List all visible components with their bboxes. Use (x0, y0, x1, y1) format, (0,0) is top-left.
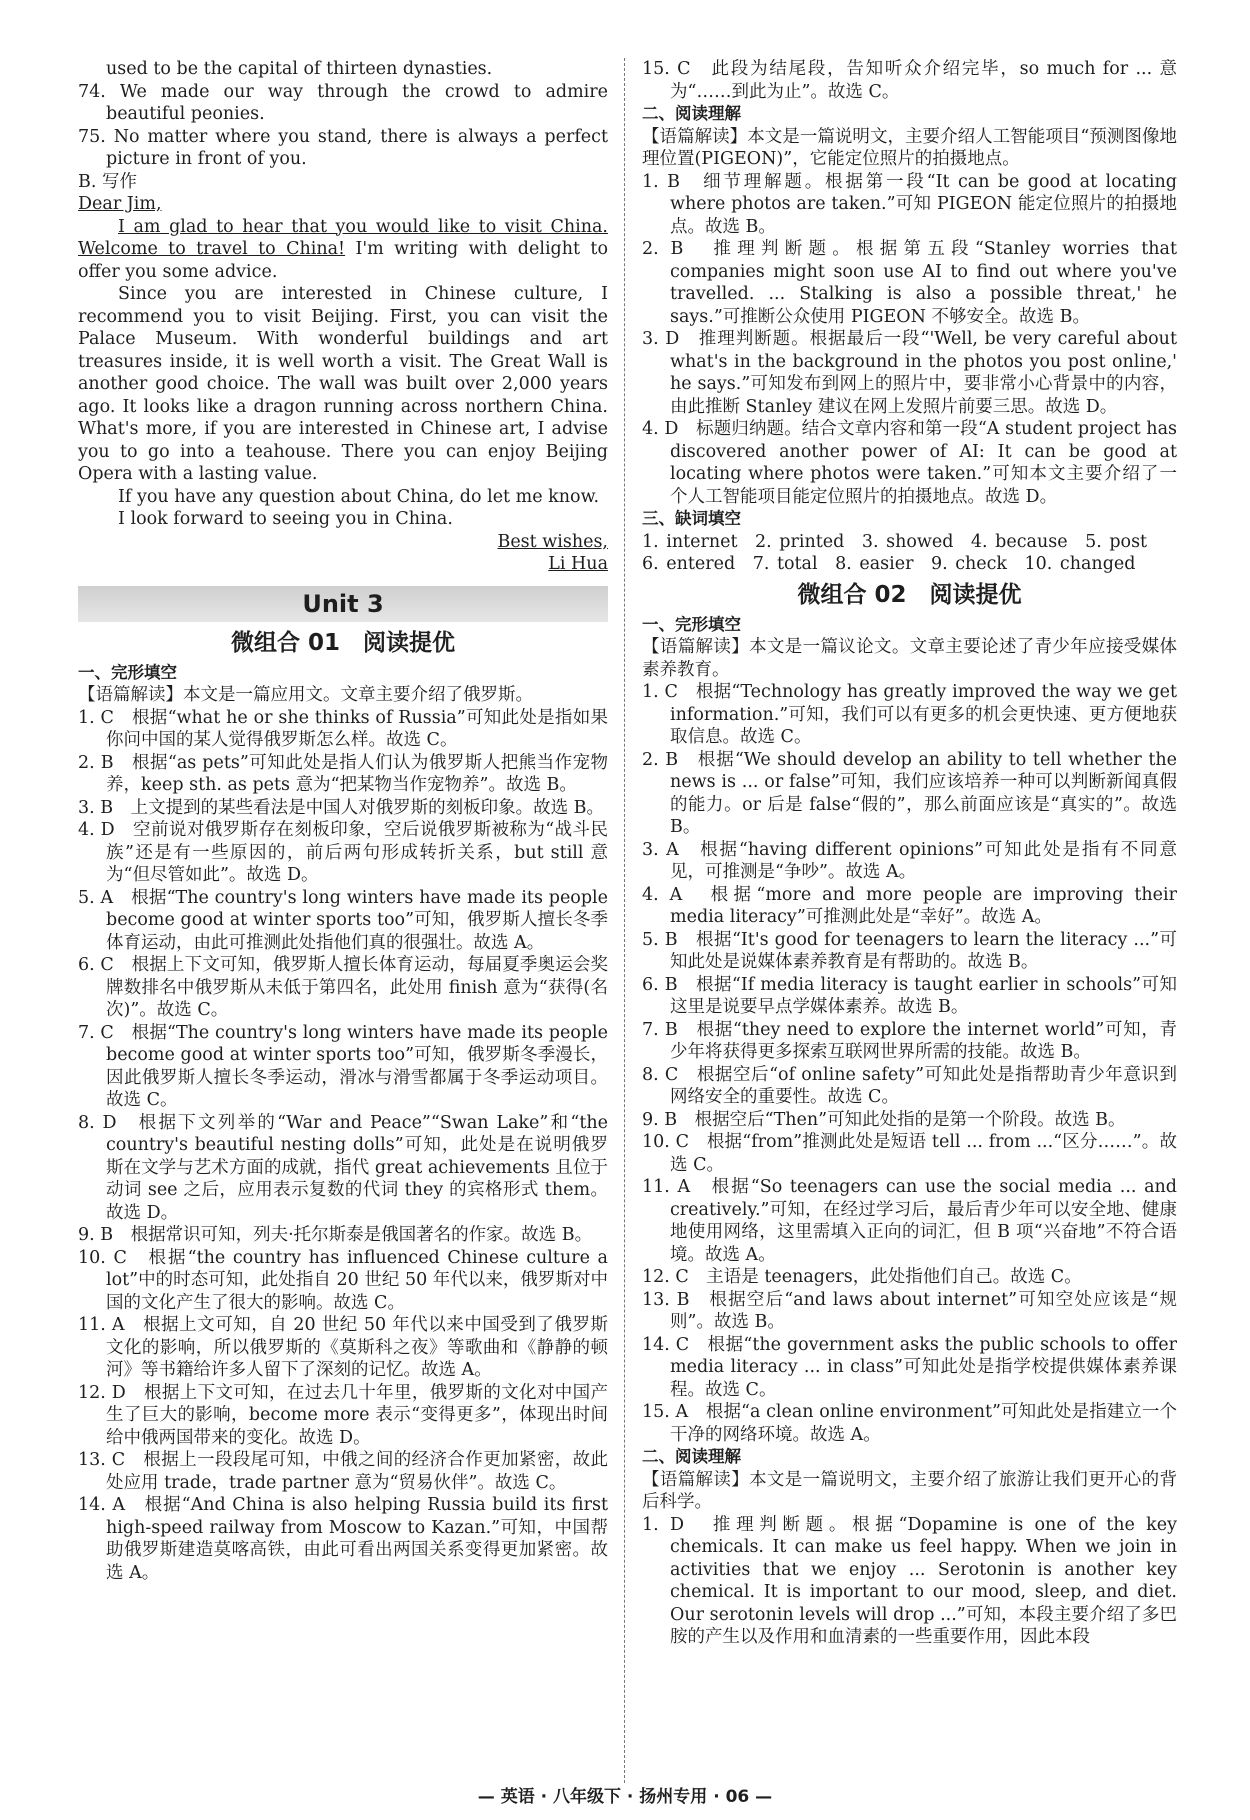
letter-paragraph: If you have any question about China, do let me know. (118, 486, 600, 507)
group-title: 微组合 01 阅读提优 (230, 629, 455, 656)
passage-intro: 【语篇解读】本文是一篇说明文，主要介绍了旅游让我们更开心的背后科学。 (642, 1469, 1177, 1512)
answer-item: 1. D 推理判断题。根据“Dopamine is one of the key chemicals. It can make us feel happy. When we join in activities that we enjoy ... Serotonin is another key chemical. It is important to our mood, sleep, and diet. Our serotonin levels will drop ...”可知，本段主要介绍了多巴胺的产生以及作用和血清素的一些重要作用，因此本段 (642, 1514, 1177, 1647)
answer-item: 11. A 根据上文可知，自 20 世纪 50 年代以来中国受到了俄罗斯文化的影响，所以俄罗斯的《莫斯科之夜》等歌曲和《静静的顿河》等书籍给许多人留下了深刻的记忆。故选 A。 (78, 1315, 608, 1380)
answer-item: 15. C 此段为结尾段，告知听众介绍完毕，so much for ... 意为“……到此为止”。故选 C。 (642, 59, 1177, 102)
answer-item: 3. A 根据“having different opinions”可知此处是指有不同意见，可推测是“争吵”。故选 A。 (642, 839, 1177, 882)
answer-line: used to be the capital of thirteen dynasties. (106, 59, 493, 79)
letter-text: I'm writing with delight to offer you some advice. (78, 239, 608, 282)
writing-label: B. 写作 (78, 171, 137, 192)
fill-answers-row: 1. internet 2. printed 3. showed 4. because 5. post (642, 531, 1148, 552)
passage-intro: 【语篇解读】本文是一篇议论文。文章主要论述了青少年应接受媒体素养教育。 (642, 637, 1177, 680)
group-title: 微组合 02 阅读提优 (797, 581, 1022, 608)
answer-item: 11. A 根据“So teenagers can use the social media ... and creatively.”可知，在经过学习后，最后青少年可以安全地、健康地使用网络，这里需填入正向的词汇，但 B 项“兴奋地”不符合语境。故选 A。 (642, 1177, 1177, 1265)
answer-item: 10. C 根据“the country has influenced Chinese culture a lot”中的时态可知，此处指自 20 世纪 50 年代以来，俄罗斯对中国的文化产生了很大的影响。故选 C。 (78, 1247, 608, 1313)
column-divider (624, 58, 625, 1783)
letter-paragraph: Since you are interested in Chinese culture, I recommend you to visit Beijing. First, you can visit the Palace Museum. With wonderful buildings and art treasures inside, it is well worth a visit. The Great Wall is another good choice. The wall was built over 2,000 years ago. It looks like a dragon running across northern China. What's more, if you are interested in Chinese art, I advise you to go into a teahouse. There you can enjoy Beijing Opera with a lasting value. (78, 284, 608, 484)
answer-list (78, 707, 608, 1585)
answer-item: 12. C 主语是 teenagers，此处指他们自己。故选 C。 (642, 1267, 1082, 1287)
passage-intro: 【语篇解读】本文是一篇说明文，主要介绍人工智能项目“预测图像地理位置(PIGEON)”，它能定位照片的拍摄地点。 (642, 126, 1177, 169)
answer-item: 2. B 根据“We should develop an ability to tell whether the news is ... or false”可知，我们应该培养一种可以判断新闻真假的能力。or 后是 false“假的”，那么前面应该是“真实的”。故选 B。 (642, 749, 1177, 837)
right-column (642, 58, 1177, 1649)
answer-item: 14. C 根据“the government asks the public schools to offer media literacy ... in class”可知此处是指学校提供媒体素养课程。故选 C。 (642, 1334, 1177, 1400)
answer-item: 4. D 空前说对俄罗斯存在刻板印象，空后说俄罗斯被称为“战斗民族”还是有一些原因的，前后两句形成转折关系，but still 意为“但尽管如此”。故选 D。 (78, 820, 608, 885)
answer-item: 2. B 推理判断题。根据第五段“Stanley worries that companies might soon use AI to find out where you've travelled. ... Stalking is also a possible threat,' he says.”可推断公众使用 PIGEON 不够安全。故选 B。 (642, 239, 1177, 327)
answer-item: 8. D 根据下文列举的“War and Peace”“Swan Lake”和“the country's beautiful nesting dolls”可知，此处是在说明俄罗斯在文学与艺术方面的成就，指代 great achievements 且位于动词 see 之后，应用表示复数的代词 they 的宾格形式 them。故选 D。 (78, 1112, 608, 1223)
answer-item: 3. B 上文提到的某些看法是中国人对俄罗斯的刻板印象。故选 B。 (78, 797, 605, 818)
answer-item: 6. B 根据“If media literacy is taught earlier in schools”可知这里是说要早点学媒体素养。故选 B。 (642, 974, 1177, 1017)
letter-greeting: Dear Jim, (78, 194, 162, 214)
answer-item: 4. A 根据“more and more people are improving their media literacy”可推测此处是“幸好”。故选 A。 (642, 884, 1177, 927)
answer-line: 74. We made our way through the crowd to admire beautiful peonies. (78, 81, 608, 124)
answer-item: 1. B 细节理解题。根据第一段“It can be good at locating where photos are taken.”可知 PIGEON 能定位照片的拍摄地点。故选 B。 (642, 171, 1177, 237)
section-heading: 一、完形填空 (78, 662, 177, 682)
section-heading: 一、完形填空 (642, 614, 741, 634)
answer-item: 10. C 根据“from”推测此处是短语 tell ... from ...“区分……”。故选 C。 (642, 1132, 1177, 1175)
passage-intro: 【语篇解读】本文是一篇应用文。文章主要介绍了俄罗斯。 (78, 685, 533, 705)
answer-list (642, 681, 1177, 1446)
page-footer: — 英语 · 八年级下 · 扬州专用 · 06 — (477, 1787, 773, 1807)
answer-item: 2. B 根据“as pets”可知此处是指人们认为俄罗斯人把熊当作宠物养，keep sth. as pets 意为“把某物当作宠物养”。故选 B。 (78, 752, 608, 795)
answer-item: 9. B 根据空后“Then”可知此处指的是第一个阶段。故选 B。 (642, 1109, 1126, 1130)
fill-answers-row: 6. entered 7. total 8. easier 9. check 10. changed (642, 554, 1136, 574)
answer-item: 13. C 根据上一段段尾可知，中俄之间的经济合作更加紧密，故此处应用 trade，trade partner 意为“贸易伙伴”。故选 C。 (78, 1450, 608, 1493)
answer-item: 5. B 根据“It's good for teenagers to learn the literacy ...”可知此处是说媒体素养教育是有帮助的。故选 B。 (642, 929, 1177, 972)
section-heading: 二、阅读理解 (642, 104, 741, 123)
letter-paragraph: I look forward to seeing you in China. (118, 509, 453, 529)
answer-item: 6. C 根据上下文可知，俄罗斯人擅长体育运动，每届夏季奥运会奖牌数排名中俄罗斯从未低于第四名，此处用 finish 意为“获得(名次)”。故选 C。 (78, 955, 608, 1020)
answer-line: 75. No matter where you stand, there is always a perfect picture in front of you. (78, 126, 608, 169)
letter-paragraph (78, 216, 608, 284)
answer-item: 7. C 根据“The country's long winters have made its people become good at winter sports too”可知，俄罗斯冬季漫长，因此俄罗斯人擅长冬季运动，滑冰与滑雪都属于冬季运动项目。故选 C。 (78, 1022, 608, 1110)
answer-item: 7. B 根据“they need to explore the internet world”可知，青少年将获得更多探索互联网世界所需的技能。故选 B。 (642, 1019, 1177, 1062)
section-heading: 三、缺词填空 (642, 509, 741, 528)
letter-signature: Li Hua (548, 554, 608, 574)
answer-item: 4. D 标题归纳题。结合文章内容和第一段“A student project has discovered another power of AI: It can be good at locating where photos were taken.”可知本文主要介绍了一个人工智能项目能定位照片的拍摄地点。故选 D。 (642, 419, 1177, 507)
answer-item: 13. B 根据空后“and laws about internet”可知空处应该是“规则”。故选 B。 (642, 1289, 1177, 1332)
answer-item: 5. A 根据“The country's long winters have made its people become good at winter sports too”可知，俄罗斯人擅长冬季体育运动，由此可推测此处指他们真的很强壮。故选 A。 (78, 887, 608, 953)
unit-title: Unit 3 (78, 586, 608, 622)
answer-item: 14. A 根据“And China is also helping Russia build its first high-speed railway from Moscow to Kazan.”可知，中国帮助俄罗斯建造莫喀高铁，由此可看出两国关系变得更加紧密。故选 A。 (78, 1495, 608, 1583)
answer-item: 9. B 根据常识可知，列夫·托尔斯泰是俄国著名的作家。故选 B。 (78, 1225, 593, 1245)
answer-item: 1. C 根据“what he or she thinks of Russia”可知此处是指如果你问中国的某人觉得俄罗斯怎么样。故选 C。 (78, 707, 608, 750)
letter-underlined: I am glad to hear that you would like to visit China. Welcome to travel to China! (78, 216, 608, 259)
answer-item: 12. D 根据上下文可知，在过去几十年里，俄罗斯的文化对中国产生了巨大的影响，become more 表示“变得更多”，体现出时间给中俄两国带来的变化。故选 D。 (78, 1382, 608, 1448)
left-column (78, 58, 608, 1584)
answer-item: 1. C 根据“Technology has greatly improved the way we get information.”可知，我们可以有更多的机会更快速、更方便地获取信息。故选 C。 (642, 682, 1177, 747)
answer-item: 3. D 推理判断题。根据最后一段“'Well, be very careful about what's in the background in the photos you post online,' he says.”可知发布到网上的照片中，要非常小心背景中的内容，由此推断 Stanley 建议在网上发照片前要三思。故选 D。 (642, 329, 1177, 417)
letter-closing: Best wishes, (497, 531, 608, 552)
answer-list (642, 171, 1177, 509)
answer-item: 15. A 根据“a clean online environment”可知此处是指建立一个干净的网络环境。故选 A。 (642, 1402, 1177, 1445)
answer-item: 8. C 根据空后“of online safety”可知此处是指帮助青少年意识到网络安全的重要性。故选 C。 (642, 1064, 1177, 1107)
section-heading: 二、阅读理解 (642, 1447, 741, 1466)
